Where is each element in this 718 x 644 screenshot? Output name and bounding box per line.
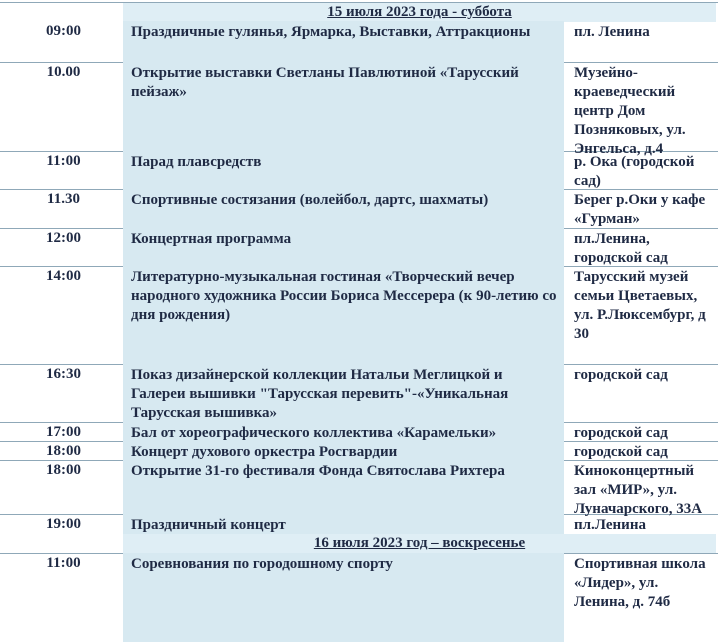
time-cell: 16:30 xyxy=(46,366,81,382)
schedule-row xyxy=(0,514,718,534)
time-cell: 19:00 xyxy=(46,516,81,532)
schedule-row xyxy=(0,553,718,642)
place-cell: Музейно-краеведческий центр Дом Позняковых, ул. Энгельса, д.4 xyxy=(574,65,686,157)
time-cell: 18:00 xyxy=(46,462,81,478)
place-cell: пл. Ленина xyxy=(574,24,650,40)
schedule-row xyxy=(0,364,718,423)
date-row-day2 xyxy=(0,534,718,554)
time-cell: 11:00 xyxy=(46,153,81,169)
place-cell: городской сад xyxy=(574,425,668,441)
time-cell: 10.00 xyxy=(46,64,81,80)
place-cell: Берег р.Оки у кафе «Гурман» xyxy=(574,192,706,227)
event-cell: Концертная программа xyxy=(123,228,564,266)
place-cell: городской сад xyxy=(574,367,668,383)
schedule-row xyxy=(0,62,718,157)
date-label: 16 июля 2023 год – воскресенье xyxy=(313,535,526,551)
schedule-row xyxy=(0,21,718,63)
time-cell: 18:00 xyxy=(46,443,81,459)
schedule-row xyxy=(0,228,718,267)
place-cell: пл.Ленина, городской сад xyxy=(574,231,668,266)
time-cell: 12:00 xyxy=(46,230,81,246)
schedule-row xyxy=(0,266,718,365)
event-cell: Парад плавсредств xyxy=(123,151,564,189)
place-cell: городской сад xyxy=(574,444,668,460)
schedule-row xyxy=(0,189,718,229)
time-cell: 09:00 xyxy=(46,23,81,39)
schedule-row xyxy=(0,460,718,515)
place-cell: Спортивная школа «Лидер», ул. Ленина, д. 74б xyxy=(574,556,706,610)
event-cell: Праздничный концерт xyxy=(123,514,564,534)
event-cell: Праздничные гулянья, Ярмарка, Выставки, Аттракционы xyxy=(123,21,564,62)
time-cell: 14:00 xyxy=(46,268,81,284)
place-cell: пл.Ленина xyxy=(574,517,646,533)
place-cell: Тарусский музей семьи Цветаевых, ул. Р.Люксембург, д 30 xyxy=(574,269,706,342)
event-cell: Бал от хореографического коллектива «Карамельки» xyxy=(123,422,564,441)
time-cell: 11:00 xyxy=(46,555,81,571)
event-cell: Концерт духового оркестра Росгвардии xyxy=(123,441,564,460)
schedule-row xyxy=(0,422,718,442)
schedule-row xyxy=(0,151,718,190)
event-cell: Открытие 31-го фестиваля Фонда Святослава Рихтера xyxy=(123,460,564,514)
date-row-day1 xyxy=(0,2,718,22)
event-cell: Открытие выставки Светланы Павлютиной «Тарусский пейзаж» xyxy=(123,62,564,151)
place-cell: Киноконцертный зал «МИР», ул. Луначарского, 33А xyxy=(574,463,703,517)
place-cell: р. Ока (городской сад) xyxy=(574,154,695,189)
time-cell: 17:00 xyxy=(46,424,81,440)
date-header xyxy=(123,3,716,22)
event-cell: Литературно-музыкальная гостиная «Творческий вечер народного художника России Бориса Мессерера (к 90-летию со дня рождения) xyxy=(123,266,564,364)
time-cell: 11.30 xyxy=(47,191,80,207)
event-cell: Соревнования по городошному спорту xyxy=(123,553,564,642)
event-cell: Спортивные состязания (волейбол, дартс, шахматы) xyxy=(123,189,564,228)
date-label: 15 июля 2023 года - суббота xyxy=(327,4,512,20)
event-cell: Показ дизайнерской коллекции Натальи Меглицкой и Галереи вышивки "Тарусская перевить"-«Уникальная Тарусская вышивка» xyxy=(123,364,564,422)
schedule-row xyxy=(0,441,718,461)
date-header xyxy=(123,534,716,553)
